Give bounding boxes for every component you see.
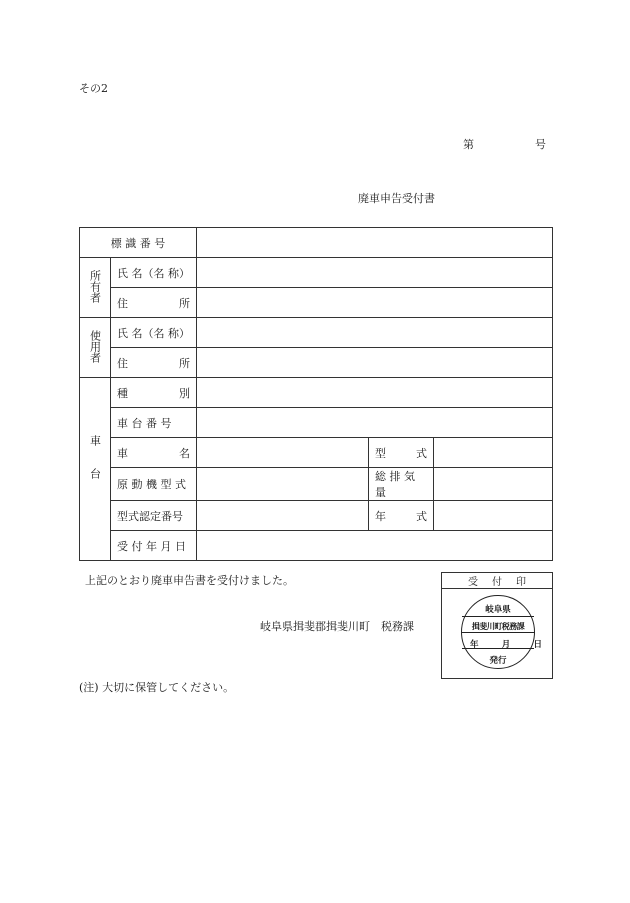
user-address-field[interactable]: [197, 348, 553, 378]
seal-department: 揖斐川町税務課: [471, 622, 525, 631]
type-label: 種 別: [111, 378, 197, 408]
engine-label: 原 動 機 型 式: [111, 468, 197, 501]
user-name-label: 氏 名（名 称）: [111, 318, 197, 348]
displacement-field[interactable]: [434, 468, 553, 501]
chassis-label: 車 台 番 号: [111, 408, 197, 438]
plate-field[interactable]: [197, 228, 553, 258]
owner-address-field[interactable]: [197, 288, 553, 318]
user-group-label: 使用者: [80, 318, 111, 378]
owner-address-label: 住 所: [111, 288, 197, 318]
row-owner-name: [80, 258, 553, 288]
receipt-message: 上記のとおり廃車申告書を受付けました。: [85, 574, 294, 587]
receipt-date-label: 受 付 年 月 日: [111, 531, 197, 561]
model-field[interactable]: [434, 438, 553, 468]
vehicle-form-table: [79, 227, 553, 561]
year-label: 年 式: [369, 501, 434, 531]
owner-group-label: 所有者: [80, 258, 111, 318]
number-suffix: 号: [535, 138, 546, 151]
car-name-label: 車 名: [111, 438, 197, 468]
row-user-address: [80, 348, 553, 378]
note: (注) 大切に保管してください。: [79, 681, 235, 694]
type-field[interactable]: [197, 378, 553, 408]
row-type: [80, 378, 553, 408]
vehicle-group-label: 車台: [80, 378, 111, 561]
official-seal: [461, 595, 542, 669]
document-title: 廃車申告受付書: [358, 192, 435, 205]
owner-name-label: 氏 名（名 称）: [111, 258, 197, 288]
row-chassis: [80, 408, 553, 438]
cert-label: 型式認定番号: [111, 501, 197, 531]
car-name-field[interactable]: [197, 438, 369, 468]
row-car-name: [80, 438, 553, 468]
row-cert: [80, 501, 553, 531]
receipt-date-field[interactable]: [197, 531, 553, 561]
displacement-label: 総 排 気 量: [369, 468, 434, 501]
chassis-field[interactable]: [197, 408, 553, 438]
seal-date: 年 月 日: [470, 640, 542, 650]
plate-label: 標 識 番 号: [80, 228, 197, 258]
model-label: 型 式: [369, 438, 434, 468]
seal-issued: 発行: [489, 656, 507, 666]
row-user-name: [80, 318, 553, 348]
row-receipt-date: [80, 531, 553, 561]
number-prefix: 第: [463, 138, 474, 151]
office-name: 岐阜県揖斐郡揖斐川町 税務課: [260, 620, 414, 633]
engine-field[interactable]: [197, 468, 369, 501]
cert-field[interactable]: [197, 501, 369, 531]
owner-name-field[interactable]: [197, 258, 553, 288]
receipt-stamp-box: [441, 572, 553, 679]
stamp-header: 受 付 印: [442, 573, 552, 589]
form-number: その2: [79, 82, 108, 95]
row-engine: [80, 468, 553, 501]
row-plate: [80, 228, 553, 258]
seal-prefecture: 岐阜県: [485, 605, 511, 615]
year-field[interactable]: [434, 501, 553, 531]
row-owner-address: [80, 288, 553, 318]
user-address-label: 住 所: [111, 348, 197, 378]
user-name-field[interactable]: [197, 318, 553, 348]
